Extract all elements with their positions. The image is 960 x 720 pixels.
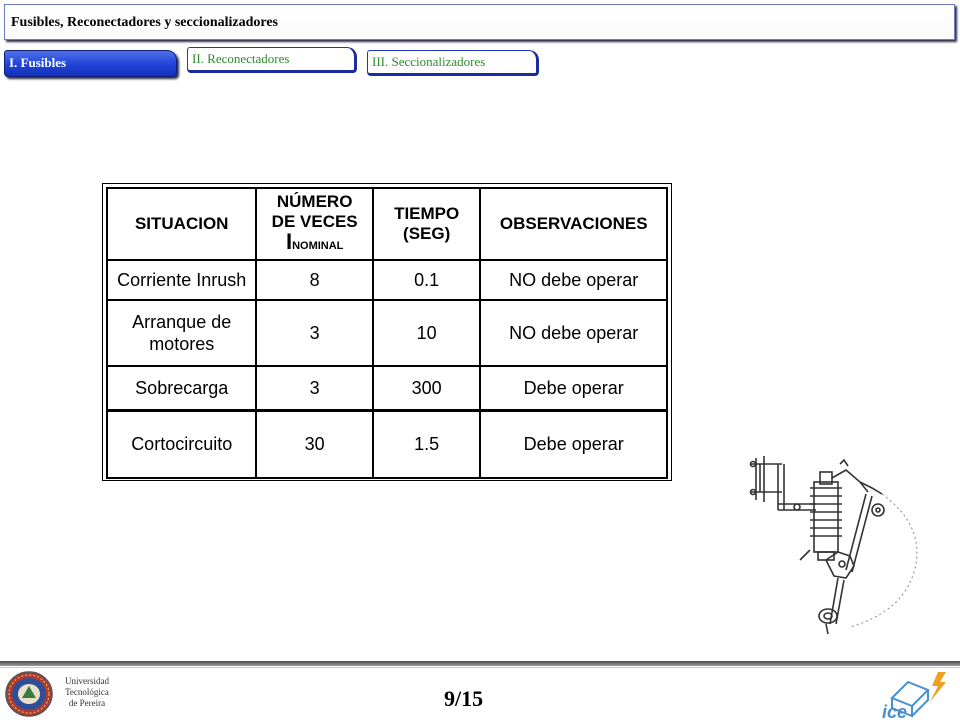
table-row bbox=[107, 410, 667, 478]
header-inominal-subscript: NOMINAL bbox=[292, 240, 344, 252]
cell-situacion: Sobrecarga bbox=[107, 366, 256, 410]
cell-situacion: Cortocircuito bbox=[107, 410, 256, 478]
cell-tiempo: 300 bbox=[373, 366, 481, 410]
university-name-line1: Universidad bbox=[65, 676, 109, 686]
fuse-cutout-illustration bbox=[742, 452, 922, 637]
header-situacion: SITUACION bbox=[107, 188, 256, 260]
header-observaciones: OBSERVACIONES bbox=[480, 188, 667, 260]
cell-situacion-line1: Arranque de bbox=[132, 312, 232, 332]
fuse-operation-table-frame bbox=[102, 183, 672, 481]
cell-situacion bbox=[107, 300, 256, 366]
cell-tiempo: 1.5 bbox=[373, 410, 481, 478]
tab-fusibles[interactable] bbox=[4, 50, 177, 77]
ice-logo-text: ice bbox=[882, 702, 908, 720]
university-seal-logo bbox=[4, 670, 54, 718]
tab-reconectadores-label: II. Reconectadores bbox=[192, 51, 290, 66]
table-header-row bbox=[107, 188, 667, 260]
university-name bbox=[57, 676, 117, 709]
cell-observaciones: Debe operar bbox=[480, 366, 667, 410]
cell-observaciones: NO debe operar bbox=[480, 300, 667, 366]
table-row bbox=[107, 366, 667, 410]
cell-tiempo: 10 bbox=[373, 300, 481, 366]
page-number: 9/15 bbox=[444, 686, 484, 711]
footer-divider-thin bbox=[0, 667, 960, 668]
title-bar bbox=[4, 4, 955, 40]
cell-veces: 8 bbox=[256, 260, 373, 300]
cell-situacion: Corriente Inrush bbox=[107, 260, 256, 300]
header-inominal-symbol: I bbox=[285, 229, 293, 254]
header-inominal bbox=[261, 229, 368, 256]
cell-veces: 30 bbox=[256, 410, 373, 478]
cell-observaciones: NO debe operar bbox=[480, 260, 667, 300]
table-row bbox=[107, 300, 667, 366]
cell-tiempo: 0.1 bbox=[373, 260, 481, 300]
header-tiempo-line2: (SEG) bbox=[403, 224, 451, 243]
university-name-line3: de Pereira bbox=[68, 698, 106, 708]
footer-divider bbox=[0, 661, 960, 666]
header-numero-line1: NÚMERO bbox=[276, 192, 353, 211]
ice-logo bbox=[872, 668, 956, 720]
cell-situacion-line2: motores bbox=[149, 334, 215, 354]
header-tiempo bbox=[373, 188, 481, 260]
cell-veces: 3 bbox=[256, 300, 373, 366]
tab-seccionalizadores-label: III. Seccionalizadores bbox=[372, 54, 486, 69]
university-name-line2: Tecnológica bbox=[65, 687, 109, 697]
cell-veces: 3 bbox=[256, 366, 373, 410]
header-tiempo-line1: TIEMPO bbox=[394, 204, 460, 223]
tab-seccionalizadores[interactable] bbox=[367, 50, 539, 76]
tab-reconectadores[interactable] bbox=[187, 47, 357, 73]
tab-fusibles-label: I. Fusibles bbox=[9, 55, 67, 70]
header-numero-veces bbox=[256, 188, 373, 260]
table-row bbox=[107, 260, 667, 300]
cell-observaciones: Debe operar bbox=[480, 410, 667, 478]
header-numero-line2: DE VECES bbox=[271, 212, 358, 231]
fuse-operation-table bbox=[106, 187, 668, 479]
slide-title: Fusibles, Reconectadores y seccionalizadores bbox=[11, 15, 279, 30]
